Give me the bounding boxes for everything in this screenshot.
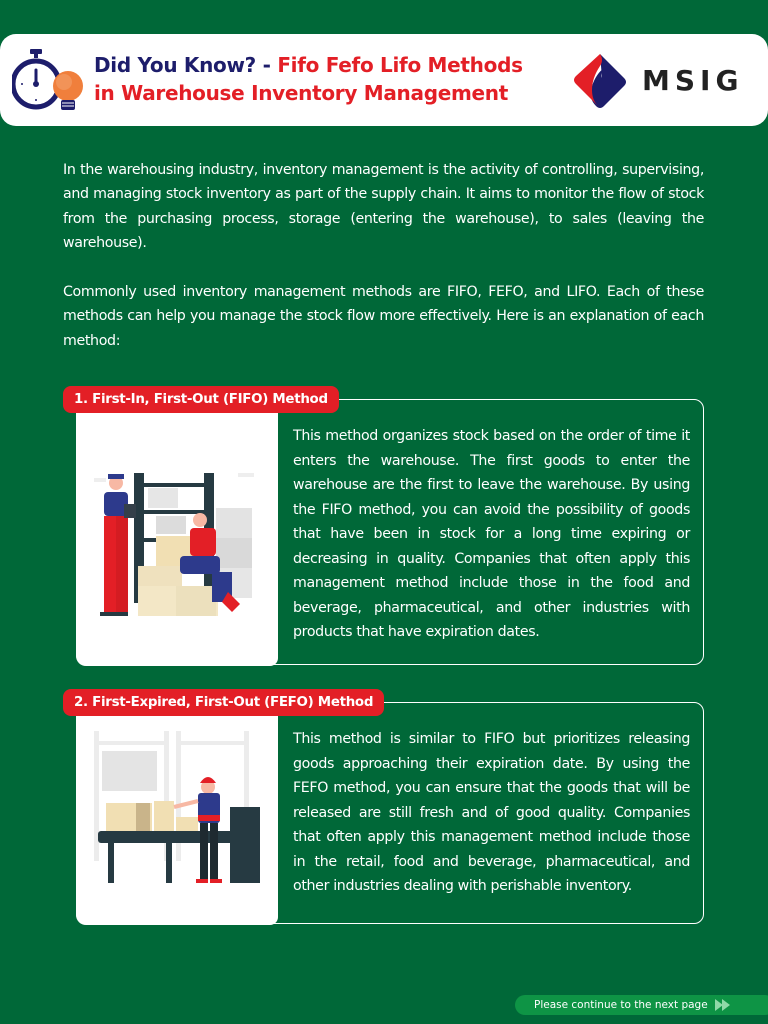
fifo-title-badge: 1. First-In, First-Out (FIFO) Method (63, 386, 339, 413)
warehouse-workers-boxes-illustration (76, 408, 278, 664)
method-card-fifo (76, 399, 704, 665)
fefo-description: This method is similar to FIFO but prioritizes releasing goods approaching their expiration date. By using the FEFO method, you can ensure that the goods that will be released are still fresh and of good quality. Companies that often apply this management method include those in the retail, food and beverage, pharmaceutical, and other industries dealing with perishable inventory. (293, 731, 690, 894)
intro-paragraph-2: Commonly used inventory management methods are FIFO, FEFO, and LIFO. Each of these methods can help you manage the stock flow more effectively. Here is an explanation of each method: (63, 284, 704, 349)
title-line2: in Warehouse Inventory Management (94, 81, 508, 105)
double-arrow-right-icon (715, 999, 731, 1011)
title-prefix: Did You Know? - (94, 53, 278, 77)
page-title (94, 51, 523, 107)
method-card-fefo (76, 702, 704, 924)
msig-logo-icon (570, 50, 630, 110)
continue-label: Please continue to the next page (534, 999, 708, 1011)
header-banner (0, 34, 768, 126)
title-main: Fifo Fefo Lifo Methods (277, 53, 523, 77)
msig-logo (570, 50, 744, 110)
continue-next-page-button[interactable] (515, 995, 768, 1015)
fifo-description: This method organizes stock based on the order of time it enters the warehouse. The first goods to enter the warehouse are the first to leave the warehouse. By using the FIFO method, you can avoid the possibility of goods that have been in stock for a long time expiring or decreasing in quality. Companies that often apply this management method include those in the food and beverage, pharmaceutical, and other industries with products that have expiration dates. (293, 428, 690, 640)
fifo-illustration (76, 408, 278, 666)
logo-text: MSIG (642, 64, 744, 97)
fefo-illustration (76, 711, 278, 925)
fefo-title-badge: 2. First-Expired, First-Out (FEFO) Method (63, 689, 384, 716)
conveyor-belt-worker-illustration (76, 711, 278, 923)
intro-paragraph-1: In the warehousing industry, inventory management is the activity of controlling, supervising, and managing stock inventory as part of the supply chain. It aims to monitor the flow of stock from the purchasing process, storage (entering the warehouse), to sales (leaving the warehouse). (63, 162, 704, 251)
stopwatch-lightbulb-icon (12, 46, 86, 116)
